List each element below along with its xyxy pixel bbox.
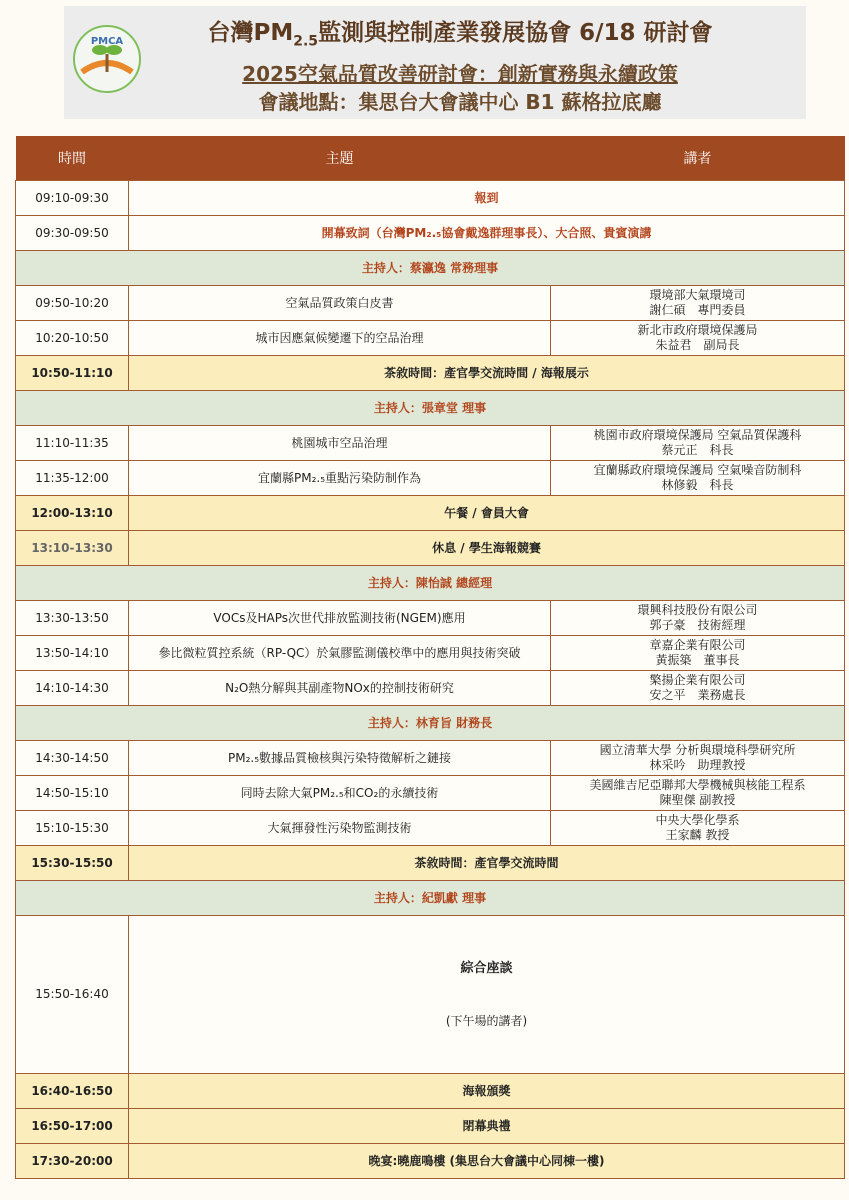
time-cell: 15:30-15:50 <box>16 846 129 881</box>
time-cell: 16:50-17:00 <box>16 1109 129 1144</box>
agenda-row <box>16 496 845 531</box>
agenda-row <box>16 461 845 496</box>
time-cell: 15:50-16:40 <box>16 916 129 1074</box>
session-host: 主持人：紀凱獻 理事 <box>16 881 845 916</box>
topic-cell: 午餐 / 會員大會 <box>129 496 845 531</box>
time-cell: 10:20-10:50 <box>16 321 129 356</box>
agenda-header-row <box>16 136 845 181</box>
agenda-row <box>16 776 845 811</box>
session-host: 主持人：林育旨 財務長 <box>16 706 845 741</box>
topic-cell: 同時去除大氣PM₂.₅和CO₂的永續技術 <box>129 776 551 811</box>
agenda-row <box>16 636 845 671</box>
topic-cell: PM₂.₅數據品質檢核與污染特徵解析之鏈接 <box>129 741 551 776</box>
time-cell: 13:10-13:30 <box>16 531 129 566</box>
speaker-cell: 美國維吉尼亞聯邦大學機械與核能工程系 陳聖傑 副教授 <box>551 776 845 811</box>
topic-cell: N₂O熱分解與其副產物NOx的控制技術研究 <box>129 671 551 706</box>
agenda-row <box>16 566 845 601</box>
agenda-row <box>16 426 845 461</box>
agenda-row <box>16 391 845 426</box>
agenda-row <box>16 671 845 706</box>
agenda-row <box>16 706 845 741</box>
speaker-cell: 章嘉企業有限公司 黃振築 董事長 <box>551 636 845 671</box>
agenda-row <box>16 1144 845 1179</box>
speaker-cell: 環興科技股份有限公司 郭子豪 技術經理 <box>551 601 845 636</box>
topic-cell: 茶敘時間：產官學交流時間 / 海報展示 <box>129 356 845 391</box>
topic-cell: 桃園城市空品治理 <box>129 426 551 461</box>
agenda-row <box>16 741 845 776</box>
agenda-table <box>15 136 845 1179</box>
speaker-cell: 國立清華大學 分析與環境科學研究所 林采吟 助理教授 <box>551 741 845 776</box>
panel-note: (下午場的講者) <box>445 1013 528 1028</box>
panel-title: 綜合座談 <box>460 960 513 976</box>
time-cell: 14:50-15:10 <box>16 776 129 811</box>
session-host: 主持人：張章堂 理事 <box>16 391 845 426</box>
speaker-cell: 宜蘭縣政府環境保護局 空氣噪音防制科 林修毅 科長 <box>551 461 845 496</box>
topic-cell: 開幕致詞（台灣PM₂.₅協會戴逸群理事長）、大合照、貴賓演講 <box>129 216 845 251</box>
agenda-row <box>16 881 845 916</box>
agenda-row <box>16 1074 845 1109</box>
agenda-row <box>16 531 845 566</box>
event-title: 台灣$PM_{2.5}$監測與控制產業發展協會 6/18 研討會 <box>207 20 713 50</box>
col-speaker: 講者 <box>551 136 845 181</box>
time-cell: 14:10-14:30 <box>16 671 129 706</box>
agenda-row <box>16 1109 845 1144</box>
topic-cell: 閉幕典禮 <box>129 1109 845 1144</box>
topic-cell: 城市因應氣候變遷下的空品治理 <box>129 321 551 356</box>
agenda-row <box>16 356 845 391</box>
topic-cell: 海報頒獎 <box>129 1074 845 1109</box>
event-venue: 會議地點：集思台大會議中心 B1 蘇格拉底廳 <box>258 90 662 114</box>
speaker-cell: 檠揚企業有限公司 安之平 業務處長 <box>551 671 845 706</box>
agenda-row <box>16 286 845 321</box>
time-cell: 09:30-09:50 <box>16 216 129 251</box>
topic-cell: 晚宴:曉鹿鳴樓 (集思台大會議中心同棟一樓) <box>129 1144 845 1179</box>
event-subtitle: 2025空氣品質改善研討會：創新實務與永續政策 <box>242 62 678 86</box>
col-time: 時間 <box>16 136 129 181</box>
time-cell: 10:50-11:10 <box>16 356 129 391</box>
time-cell: 17:30-20:00 <box>16 1144 129 1179</box>
panel-cell <box>129 916 845 1074</box>
time-cell: 11:10-11:35 <box>16 426 129 461</box>
col-topic: 主題 <box>129 136 551 181</box>
agenda-row <box>16 251 845 286</box>
topic-cell: 空氣品質政策白皮書 <box>129 286 551 321</box>
time-cell: 09:10-09:30 <box>16 181 129 216</box>
topic-cell: 茶敘時間：產官學交流時間 <box>129 846 845 881</box>
agenda-row <box>16 181 845 216</box>
time-cell: 09:50-10:20 <box>16 286 129 321</box>
topic-cell: 宜蘭縣PM₂.₅重點污染防制作為 <box>129 461 551 496</box>
topic-cell: 報到 <box>129 181 845 216</box>
svg-text:PMCA: PMCA <box>90 36 124 47</box>
time-cell: 16:40-16:50 <box>16 1074 129 1109</box>
time-cell: 15:10-15:30 <box>16 811 129 846</box>
agenda-row <box>16 811 845 846</box>
time-cell: 11:35-12:00 <box>16 461 129 496</box>
agenda-row <box>16 601 845 636</box>
time-cell: 14:30-14:50 <box>16 741 129 776</box>
agenda-row <box>16 216 845 251</box>
speaker-cell: 桃園市政府環境保護局 空氣品質保護科 蔡元正 科長 <box>551 426 845 461</box>
agenda-row <box>16 916 845 1074</box>
speaker-cell: 新北市政府環境保護局 朱益君 副局長 <box>551 321 845 356</box>
session-host: 主持人：蔡瀛逸 常務理事 <box>16 251 845 286</box>
time-cell: 13:50-14:10 <box>16 636 129 671</box>
header-banner <box>64 6 806 119</box>
topic-cell: VOCs及HAPs次世代排放監測技術(NGEM)應用 <box>129 601 551 636</box>
topic-cell: 參比微粒質控系統（RP-QC）於氣膠監測儀校準中的應用與技術突破 <box>129 636 551 671</box>
time-cell: 13:30-13:50 <box>16 601 129 636</box>
agenda-row <box>16 321 845 356</box>
time-cell: 12:00-13:10 <box>16 496 129 531</box>
topic-cell: 大氣揮發性污染物監測技術 <box>129 811 551 846</box>
agenda-body <box>16 181 845 1179</box>
speaker-cell: 環境部大氣環境司 謝仁碩 專門委員 <box>551 286 845 321</box>
session-host: 主持人：陳怡誠 總經理 <box>16 566 845 601</box>
topic-cell: 休息 / 學生海報競賽 <box>129 531 845 566</box>
agenda-row <box>16 846 845 881</box>
speaker-cell: 中央大學化學系 王家麟 教授 <box>551 811 845 846</box>
